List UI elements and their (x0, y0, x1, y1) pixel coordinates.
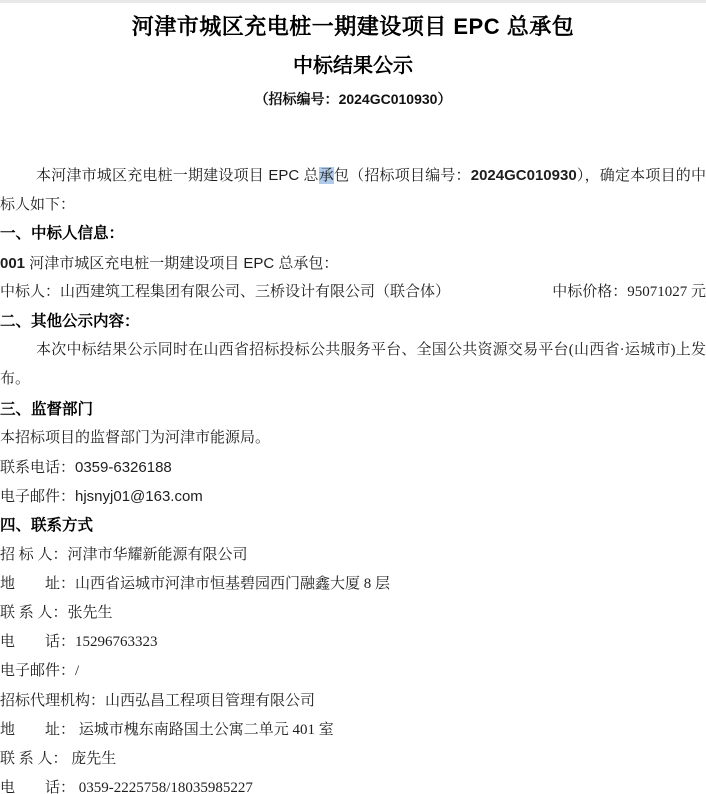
contact-line-tenderee-email: 电子邮件：/ (0, 663, 80, 680)
lot-number: 001 (0, 254, 26, 272)
publication-paragraph: 本次中标结果公示同时在山西省招标投标公共服务平台、全国公共资源交易平台(山西省·运城市)上发布。 (0, 342, 706, 388)
title-block (0, 3, 706, 110)
intro-seg1: 本河津市城区充电桩一期建设项目 EPC 总 (36, 167, 319, 184)
document-body (0, 161, 706, 794)
contact-line-agency-person: 联 系 人： 庞先生 (0, 751, 117, 768)
page-subtitle (0, 54, 706, 78)
intro-seg3: ），确定本项目的中标人如下： (0, 167, 706, 214)
tender-number: 2024GC010930 (338, 91, 438, 107)
tender-number-prefix: （招标编号： (254, 93, 339, 108)
intro-paragraph (0, 161, 706, 219)
contact-line-agency-phone: 电 话： 0359-2225758/18035985227 (0, 780, 253, 794)
supervision-email-line: 电子邮件：hjsnyj01@163.com (0, 488, 203, 506)
winner-name: 中标人：山西建筑工程集团有限公司、三桥设计有限公司（联合体） (0, 283, 451, 300)
supervision-line: 本招标项目的监督部门为河津市能源局。 (0, 429, 271, 446)
supervision-phone-line: 联系电话：0359-6326188 (0, 459, 172, 477)
section3-heading: 三、监督部门 (0, 400, 94, 418)
project-number: 2024GC010930 (470, 167, 577, 184)
contact-line-tenderee-phone: 电 话：15296763323 (0, 634, 158, 651)
winner-row (0, 278, 706, 307)
section1-heading: 一、中标人信息： (0, 225, 125, 243)
contact-line-agency-address: 地 址： 运城市槐东南路国土公寓二单元 401 室 (0, 721, 334, 738)
lot-line (0, 249, 706, 278)
tender-number-suffix: ） (437, 93, 452, 108)
contact-line-agency: 招标代理机构：山西弘昌工程项目管理有限公司 (0, 692, 316, 709)
contact-line-tenderee-address: 地 址：山西省运城市河津市恒基碧园西门融鑫大厦 8 层 (0, 575, 391, 592)
contact-line-tenderee-person: 联 系 人：张先生 (0, 605, 113, 622)
page-title-text: 河津市城区充电桩一期建设项目 EPC 总承包 (131, 14, 575, 39)
lot-title: 河津市城区充电桩一期建设项目 EPC 总承包： (25, 254, 339, 272)
page-subtitle-text: 中标结果公示 (293, 55, 413, 77)
page-title (0, 14, 706, 40)
intro-seg2: 包（招标项目编号： (333, 167, 471, 184)
winning-price: 中标价格：95071027 元 (552, 283, 706, 300)
section4-heading: 四、联系方式 (0, 517, 94, 535)
tender-number-line (0, 90, 706, 110)
section2-heading: 二、其他公示内容： (0, 313, 140, 331)
contact-line-tenderee: 招 标 人：河津市华耀新能源有限公司 (0, 546, 248, 563)
search-highlight: 承 (318, 167, 334, 184)
